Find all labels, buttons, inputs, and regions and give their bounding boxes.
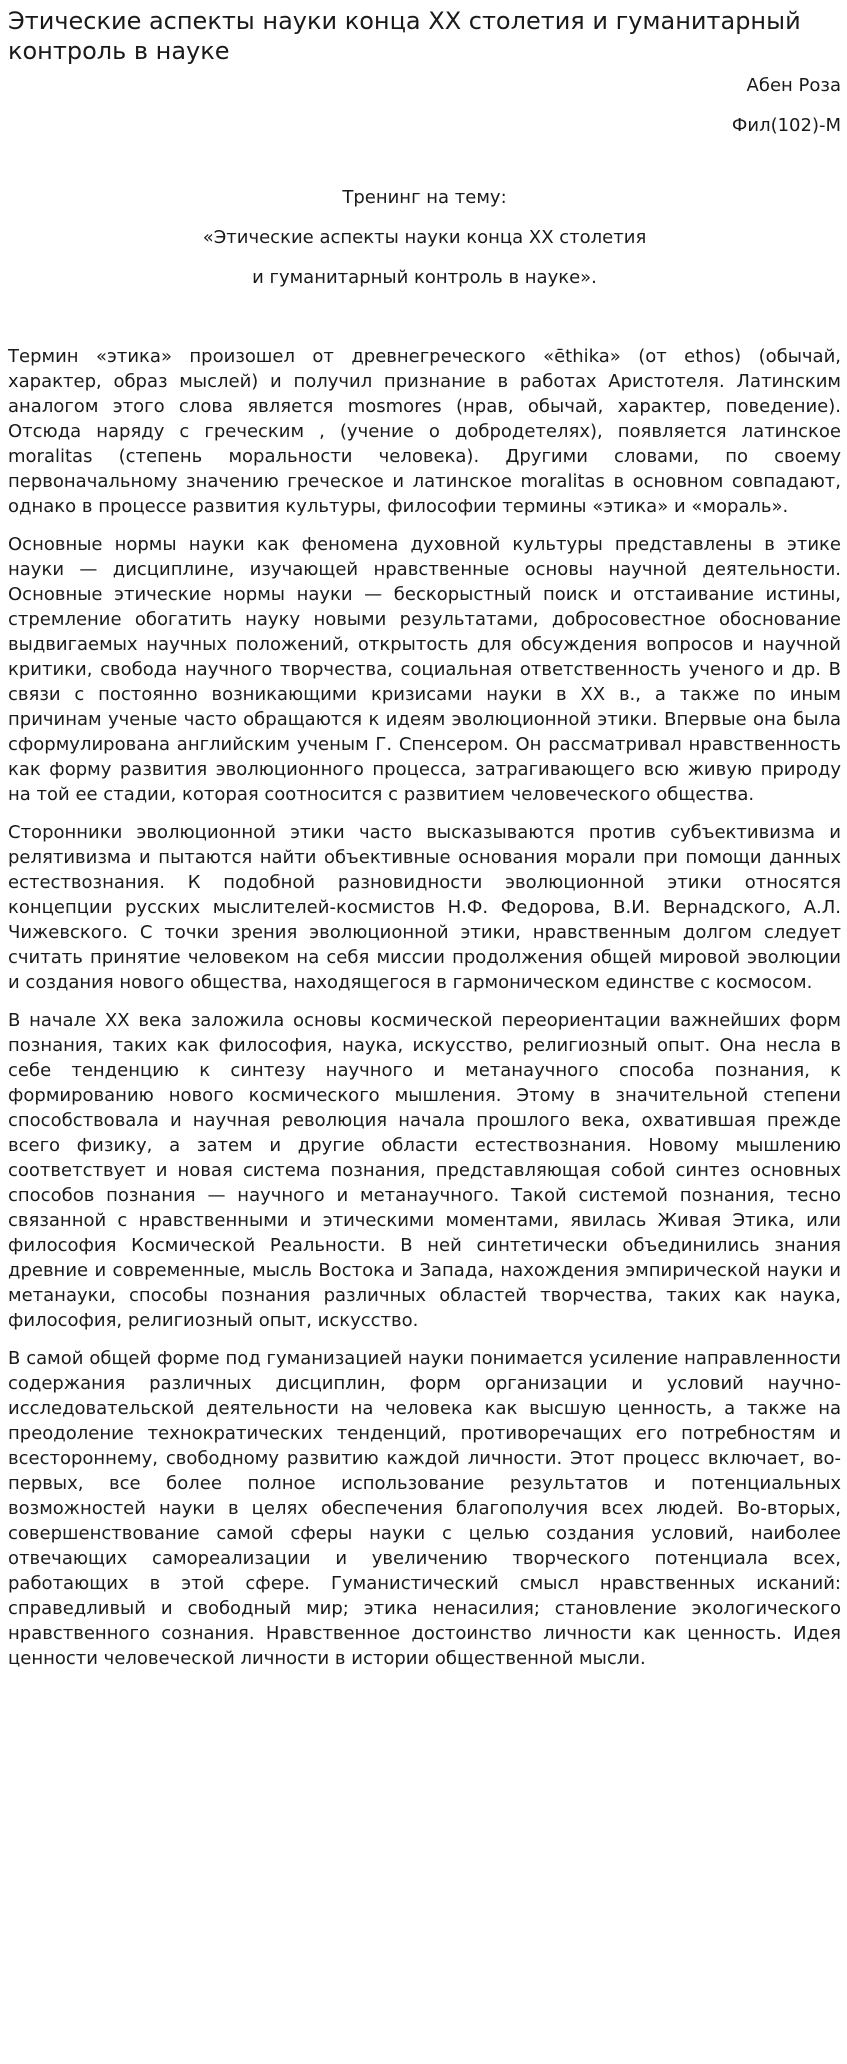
training-topic-line: «Этические аспекты науки конца ХХ столетия [202, 227, 647, 248]
author-name: Абен Роза [746, 75, 841, 96]
body-paragraph: Сторонники эволюционной этики часто высказываются против субъективизма и релятивизма и пытаются найти объективные основания морали при помощи данных естествознания. К подобной разновидности эволюционной этики относятся концепции русских мыслителей-космистов Н.Ф. Федорова, В.И. Вернадского, А.Л. Чижевского. С точки зрения эволюционной этики, нравственным долгом следует считать принятие человеком на себя миссии продолжения общей мировой эволюции и создания нового общества, находящегося в гармоническом единстве с космосом. [8, 822, 841, 993]
training-topic [8, 186, 841, 290]
body-paragraph: Термин «этика» произошел от древнегреческого «ēthika» (от ethos) (обычай, характер, образ мыслей) и получил признание в работах Аристотеля. Латинским аналогом этого слова является mosmores (нрав, обычай, характер, поведение). Отсюда наряду с греческим , (учение о добродетелях), появляется латинское moralitas (степень моральности человека). Другими словами, по своему первоначальному значению греческое и латинское moralitas в основном совпадают, однако в процессе развития культуры, философии термины «этика» и «мораль». [8, 346, 841, 517]
body-paragraph: В самой общей форме под гуманизацией науки понимается усиление направленности содержания различных дисциплин, форм организации и условий научно-исследовательской деятельности на человека как высшую ценность, а также на преодоление технократических тенденций, противоречащих его потребностям и всестороннему, свободному развитию каждой личности. Этот процесс включает, во-первых, все более полное использование результатов и потенциальных возможностей науки в целях обеспечения благополучия всех людей. Во-вторых, совершенствование самой сферы науки с целью создания условий, наиболее отвечающих самореализации и увеличению творческого потенциала всех, работающих в этой сфере. Гуманистический смысл нравственных исканий: справедливый и свободный мир; этика ненасилия; становление экологического нравственного сознания. Нравственное достоинство личности как ценность. Идея ценности человеческой личности в истории общественной мысли. [8, 1348, 841, 1669]
training-topic-line: и гуманитарный контроль в науке». [252, 267, 597, 288]
body-paragraph: В начале XX века заложила основы космической переориентации важнейших форм познания, таких как философия, наука, искусство, религиозный опыт. Она несла в себе тенденцию к синтезу научного и метанаучного способа познания, к формированию нового космического мышления. Этому в значительной степени способствовала и научная революция начала прошлого века, охватившая прежде всего физику, а затем и другие области естествознания. Новому мышлению соответствует и новая система познания, представляющая собой синтез основных способов познания — научного и метанаучного. Такой системой познания, тесно связанной с нравственными и этическими моментами, явилась Живая Этика, или философия Космической Реальности. В ней синтетически объединились знания древние и современные, мысль Востока и Запада, нахождения эмпирической науки и метанауки, способы познания различных областей творчества, таких как наука, философия, религиозный опыт, искусство. [8, 1010, 841, 1331]
student-group: Фил(102)-М [731, 115, 841, 136]
document-body [8, 344, 841, 1671]
body-paragraph: Основные нормы науки как феномена духовной культуры представлены в этике науки — дисциплине, изучающей нравственные основы научной деятельности. Основные этические нормы науки — бескорыстный поиск и отстаивание истины, стремление обогатить науку новыми результатами, добросовестное обоснование выдвигаемых научных положений, открытость для обсуждения вопросов и научной критики, свобода научного творчества, социальная ответственность ученого и др. В связи с постоянно возникающими кризисами науки в XX в., а также по иным причинам ученые часто обращаются к идеям эволюционной этики. Впервые она была сформулирована английским ученым Г. Спенсером. Он рассматривал нравственность как форму развития эволюционного процесса, затрагивающего всю живую природу на той ее стадии, которая соотносится с развитием человеческого общества. [8, 534, 841, 805]
training-topic-line: Тренинг на тему: [342, 187, 507, 208]
document-title: Этические аспекты науки конца ХХ столетия и гуманитарный контроль в науке [8, 7, 801, 65]
